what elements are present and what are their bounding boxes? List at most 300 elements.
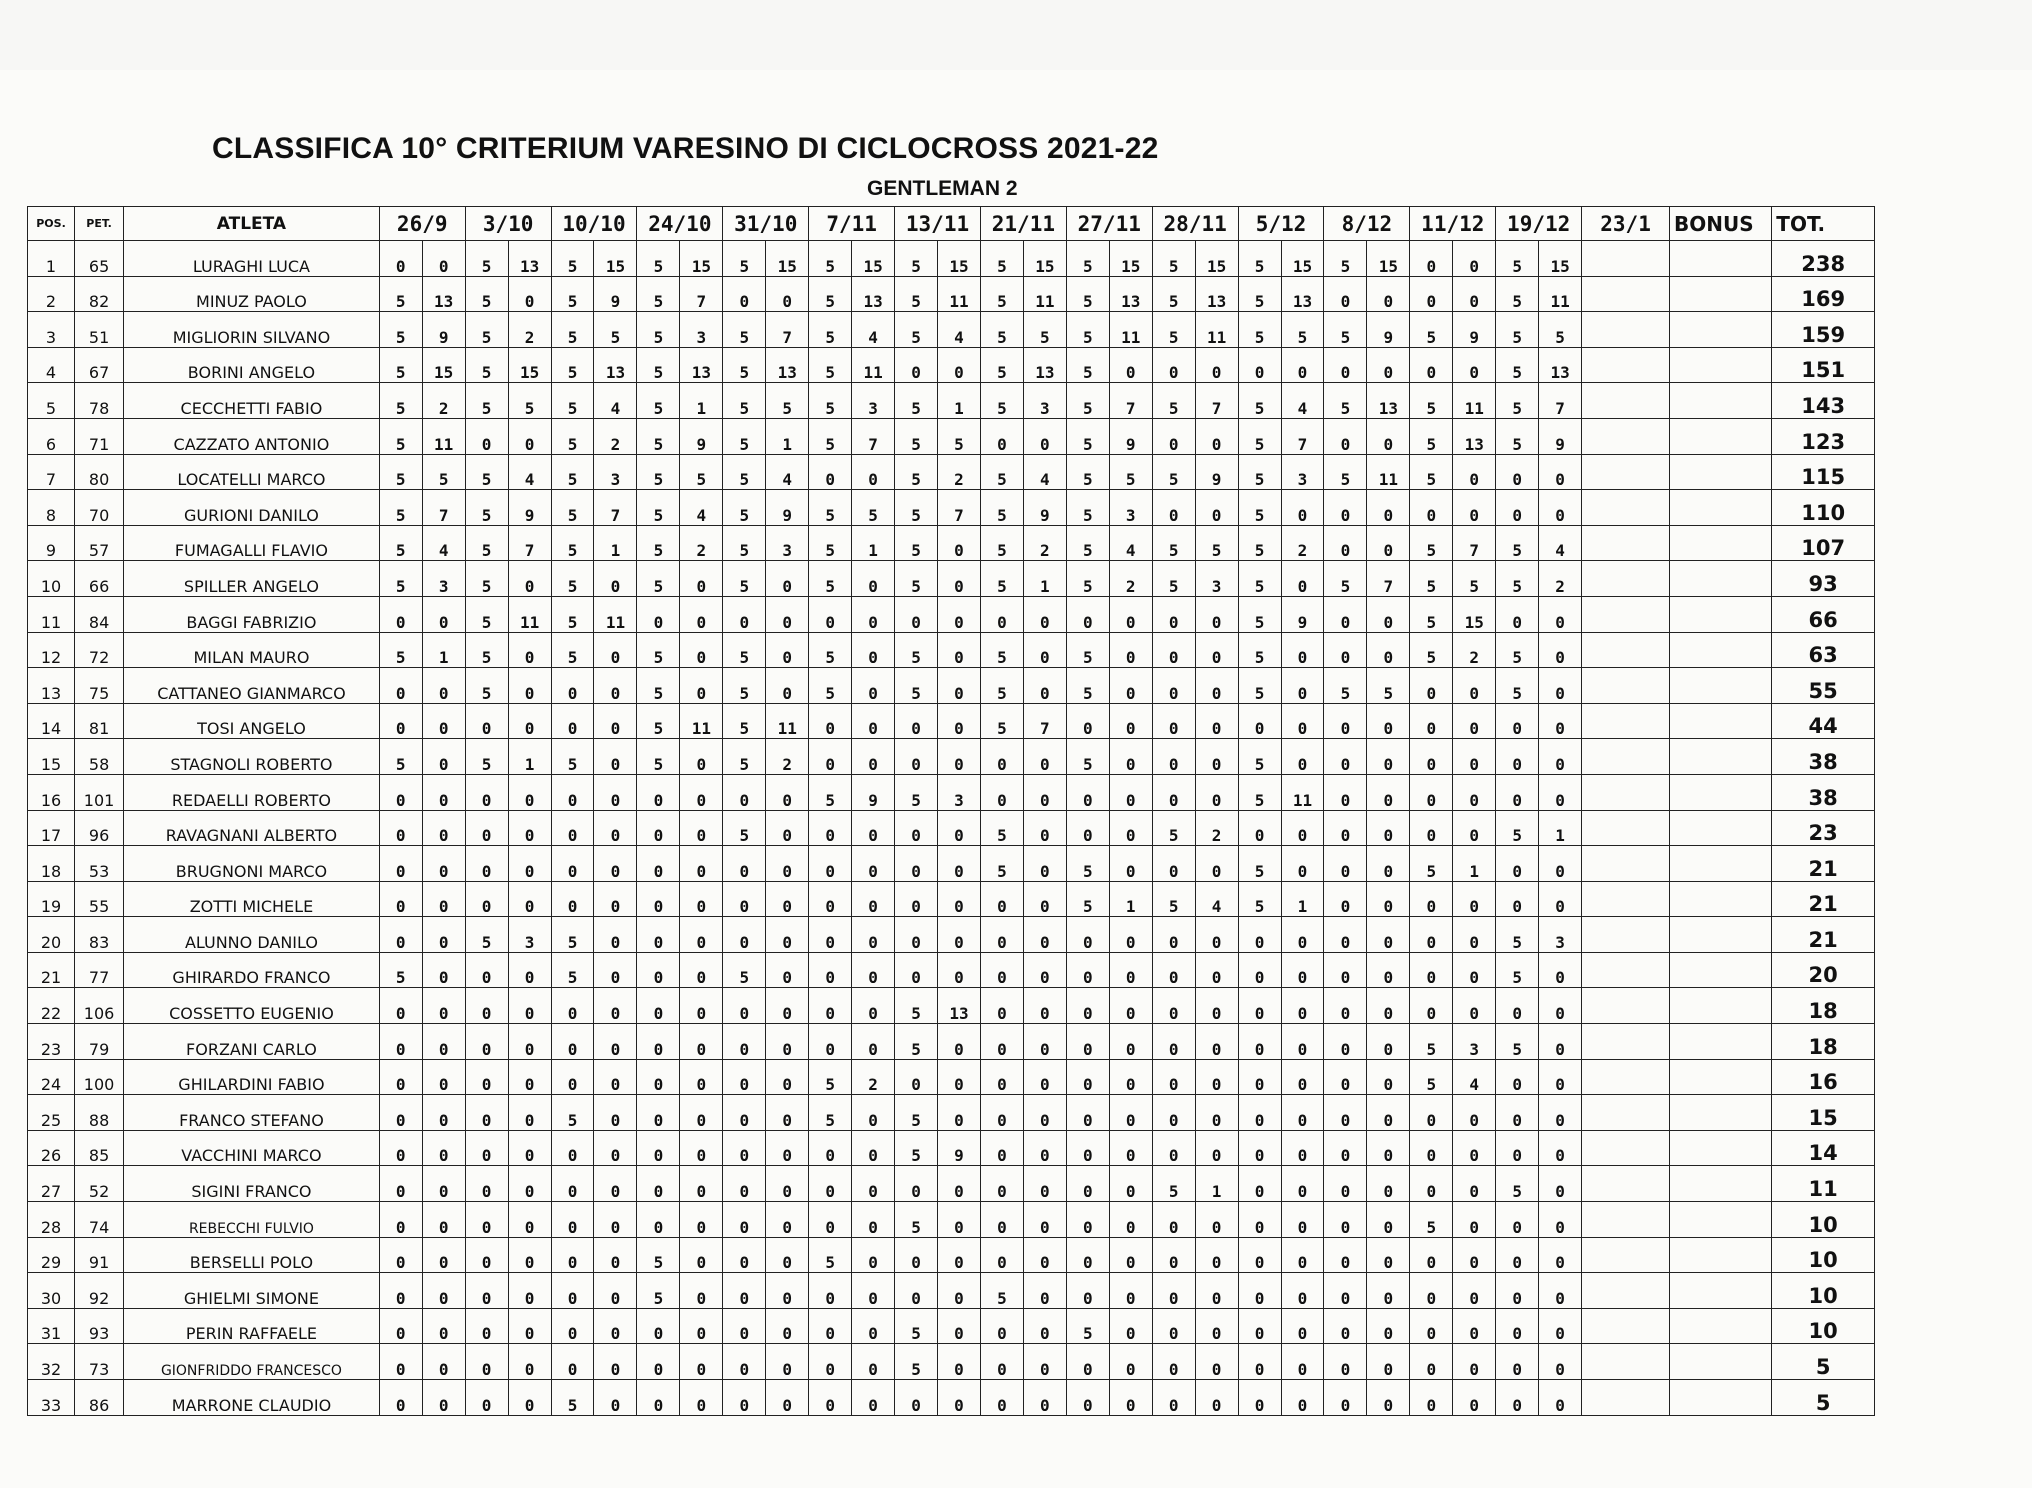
bib-number-cell: 73 <box>75 1344 124 1380</box>
athlete-name-cell: GHIRARDO FRANCO <box>124 952 380 988</box>
placing-points-cell: 0 <box>766 596 809 632</box>
participation-points-cell: 5 <box>465 241 508 277</box>
placing-points-cell: 0 <box>938 1095 981 1131</box>
placing-points-cell: 0 <box>1195 739 1238 775</box>
participation-points-cell: 0 <box>723 1308 766 1344</box>
participation-points-cell: 5 <box>1066 383 1109 419</box>
placing-points-cell: 0 <box>1281 1095 1324 1131</box>
participation-points-cell: 5 <box>723 312 766 348</box>
placing-points-cell: 0 <box>1367 988 1410 1024</box>
participation-points-cell: 0 <box>465 418 508 454</box>
total-points-cell: 14 <box>1772 1130 1875 1166</box>
placing-points-cell: 0 <box>1539 952 1582 988</box>
race-23-1-cell <box>1582 1059 1670 1095</box>
placing-points-cell: 0 <box>422 1130 465 1166</box>
placing-points-cell: 0 <box>938 1202 981 1238</box>
participation-points-cell: 0 <box>1410 1095 1453 1131</box>
placing-points-cell: 0 <box>508 1024 551 1060</box>
placing-points-cell: 0 <box>594 774 637 810</box>
participation-points-cell: 5 <box>379 490 422 526</box>
placing-points-cell: 2 <box>938 454 981 490</box>
placing-points-cell: 0 <box>852 632 895 668</box>
participation-points-cell: 5 <box>1496 347 1539 383</box>
participation-points-cell: 0 <box>551 846 594 882</box>
participation-points-cell: 0 <box>637 596 680 632</box>
placing-points-cell: 0 <box>422 739 465 775</box>
placing-points-cell: 11 <box>1367 454 1410 490</box>
placing-points-cell: 0 <box>1195 1237 1238 1273</box>
participation-points-cell: 0 <box>809 739 852 775</box>
position-cell: 28 <box>28 1202 75 1238</box>
placing-points-cell: 11 <box>852 347 895 383</box>
athlete-name-cell: LURAGHI LUCA <box>124 241 380 277</box>
participation-points-cell: 0 <box>723 1202 766 1238</box>
bonus-cell <box>1670 596 1772 632</box>
race-23-1-cell <box>1582 418 1670 454</box>
participation-points-cell: 0 <box>723 988 766 1024</box>
position-cell: 20 <box>28 917 75 953</box>
table-row <box>28 1273 1875 1309</box>
placing-points-cell: 0 <box>508 1380 551 1416</box>
table-row <box>28 347 1875 383</box>
placing-points-cell: 0 <box>594 988 637 1024</box>
placing-points-cell: 0 <box>508 1166 551 1202</box>
placing-points-cell: 0 <box>1539 632 1582 668</box>
placing-points-cell: 0 <box>1109 347 1152 383</box>
participation-points-cell: 0 <box>379 596 422 632</box>
participation-points-cell: 0 <box>465 810 508 846</box>
placing-points-cell: 0 <box>1281 952 1324 988</box>
participation-points-cell: 0 <box>980 1059 1023 1095</box>
placing-points-cell: 0 <box>1453 739 1496 775</box>
placing-points-cell: 0 <box>1367 1059 1410 1095</box>
participation-points-cell: 0 <box>1238 952 1281 988</box>
placing-points-cell: 0 <box>766 1237 809 1273</box>
participation-points-cell: 0 <box>723 1095 766 1131</box>
participation-points-cell: 5 <box>379 739 422 775</box>
participation-points-cell: 0 <box>1496 596 1539 632</box>
participation-points-cell: 0 <box>980 1308 1023 1344</box>
placing-points-cell: 5 <box>1367 668 1410 704</box>
participation-points-cell: 5 <box>723 668 766 704</box>
participation-points-cell: 0 <box>1324 810 1367 846</box>
participation-points-cell: 0 <box>1152 1059 1195 1095</box>
participation-points-cell: 5 <box>1066 347 1109 383</box>
participation-points-cell: 0 <box>465 1380 508 1416</box>
placing-points-cell: 0 <box>938 952 981 988</box>
participation-points-cell: 5 <box>551 241 594 277</box>
placing-points-cell: 0 <box>1539 1130 1582 1166</box>
participation-points-cell: 0 <box>1066 596 1109 632</box>
placing-points-cell: 11 <box>508 596 551 632</box>
participation-points-cell: 0 <box>1496 1059 1539 1095</box>
total-points-cell: 10 <box>1772 1237 1875 1273</box>
participation-points-cell: 0 <box>465 1024 508 1060</box>
placing-points-cell: 0 <box>1367 952 1410 988</box>
participation-points-cell: 0 <box>1324 596 1367 632</box>
placing-points-cell: 0 <box>1195 952 1238 988</box>
participation-points-cell: 0 <box>465 774 508 810</box>
placing-points-cell: 9 <box>594 276 637 312</box>
participation-points-cell: 5 <box>895 1095 938 1131</box>
placing-points-cell: 7 <box>1539 383 1582 419</box>
placing-points-cell: 15 <box>1281 241 1324 277</box>
bonus-cell <box>1670 1380 1772 1416</box>
placing-points-cell: 4 <box>422 525 465 561</box>
participation-points-cell: 0 <box>1238 1059 1281 1095</box>
placing-points-cell: 9 <box>680 418 723 454</box>
position-cell: 21 <box>28 952 75 988</box>
participation-points-cell: 5 <box>809 383 852 419</box>
total-points-cell: 38 <box>1772 739 1875 775</box>
participation-points-cell: 0 <box>1066 703 1109 739</box>
participation-points-cell: 5 <box>379 454 422 490</box>
placing-points-cell: 0 <box>680 810 723 846</box>
placing-points-cell: 0 <box>1281 1059 1324 1095</box>
participation-points-cell: 0 <box>1410 952 1453 988</box>
placing-points-cell: 0 <box>1367 418 1410 454</box>
participation-points-cell: 0 <box>379 1237 422 1273</box>
placing-points-cell: 0 <box>766 952 809 988</box>
placing-points-cell: 0 <box>1367 881 1410 917</box>
placing-points-cell: 13 <box>680 347 723 383</box>
bib-number-cell: 84 <box>75 596 124 632</box>
participation-points-cell: 0 <box>895 1237 938 1273</box>
participation-points-cell: 5 <box>723 383 766 419</box>
table-row <box>28 1095 1875 1131</box>
participation-points-cell: 5 <box>723 632 766 668</box>
participation-points-cell: 5 <box>980 632 1023 668</box>
bib-number-cell: 67 <box>75 347 124 383</box>
participation-points-cell: 0 <box>723 881 766 917</box>
placing-points-cell: 0 <box>1367 846 1410 882</box>
participation-points-cell: 5 <box>1238 276 1281 312</box>
placing-points-cell: 0 <box>508 846 551 882</box>
placing-points-cell: 0 <box>852 810 895 846</box>
placing-points-cell: 0 <box>680 632 723 668</box>
header-date: 31/10 <box>723 207 809 241</box>
participation-points-cell: 5 <box>895 276 938 312</box>
bonus-cell <box>1670 632 1772 668</box>
participation-points-cell: 0 <box>723 1130 766 1166</box>
bonus-cell <box>1670 525 1772 561</box>
table-row <box>28 846 1875 882</box>
participation-points-cell: 5 <box>465 632 508 668</box>
placing-points-cell: 0 <box>680 668 723 704</box>
placing-points-cell: 0 <box>508 418 551 454</box>
participation-points-cell: 0 <box>1410 739 1453 775</box>
placing-points-cell: 0 <box>1023 774 1066 810</box>
participation-points-cell: 0 <box>895 1273 938 1309</box>
placing-points-cell: 0 <box>1453 952 1496 988</box>
placing-points-cell: 0 <box>422 596 465 632</box>
placing-points-cell: 0 <box>852 1202 895 1238</box>
participation-points-cell: 5 <box>1324 454 1367 490</box>
placing-points-cell: 0 <box>1367 1273 1410 1309</box>
participation-points-cell: 0 <box>1324 774 1367 810</box>
bib-number-cell: 88 <box>75 1095 124 1131</box>
participation-points-cell: 0 <box>980 1202 1023 1238</box>
position-cell: 10 <box>28 561 75 597</box>
bib-number-cell: 75 <box>75 668 124 704</box>
participation-points-cell: 0 <box>1152 703 1195 739</box>
placing-points-cell: 0 <box>1109 596 1152 632</box>
total-points-cell: 143 <box>1772 383 1875 419</box>
participation-points-cell: 5 <box>895 561 938 597</box>
table-row <box>28 1202 1875 1238</box>
bonus-cell <box>1670 1273 1772 1309</box>
participation-points-cell: 5 <box>465 347 508 383</box>
placing-points-cell: 0 <box>1195 1130 1238 1166</box>
participation-points-cell: 5 <box>1410 632 1453 668</box>
participation-points-cell: 5 <box>551 739 594 775</box>
position-cell: 4 <box>28 347 75 383</box>
placing-points-cell: 0 <box>1195 596 1238 632</box>
race-23-1-cell <box>1582 739 1670 775</box>
participation-points-cell: 5 <box>1410 418 1453 454</box>
participation-points-cell: 5 <box>1410 561 1453 597</box>
placing-points-cell: 0 <box>1023 1237 1066 1273</box>
position-cell: 18 <box>28 846 75 882</box>
participation-points-cell: 5 <box>723 952 766 988</box>
placing-points-cell: 0 <box>938 668 981 704</box>
placing-points-cell: 0 <box>1367 1202 1410 1238</box>
race-23-1-cell <box>1582 703 1670 739</box>
placing-points-cell: 0 <box>1367 525 1410 561</box>
table-row <box>28 1237 1875 1273</box>
header-date: 7/11 <box>809 207 895 241</box>
placing-points-cell: 5 <box>594 312 637 348</box>
participation-points-cell: 5 <box>1410 1024 1453 1060</box>
participation-points-cell: 0 <box>1324 1024 1367 1060</box>
placing-points-cell: 5 <box>422 454 465 490</box>
participation-points-cell: 5 <box>895 1024 938 1060</box>
placing-points-cell: 0 <box>1539 1344 1582 1380</box>
placing-points-cell: 0 <box>1109 1166 1152 1202</box>
total-points-cell: 18 <box>1772 988 1875 1024</box>
placing-points-cell: 0 <box>1367 1237 1410 1273</box>
bonus-cell <box>1670 1024 1772 1060</box>
race-23-1-cell <box>1582 881 1670 917</box>
participation-points-cell: 0 <box>809 1024 852 1060</box>
table-row <box>28 596 1875 632</box>
participation-points-cell: 0 <box>1152 739 1195 775</box>
placing-points-cell: 0 <box>852 846 895 882</box>
participation-points-cell: 5 <box>895 525 938 561</box>
placing-points-cell: 15 <box>1453 596 1496 632</box>
bonus-cell <box>1670 383 1772 419</box>
participation-points-cell: 5 <box>723 241 766 277</box>
placing-points-cell: 2 <box>1539 561 1582 597</box>
participation-points-cell: 0 <box>379 1024 422 1060</box>
placing-points-cell: 0 <box>852 1166 895 1202</box>
placing-points-cell: 0 <box>594 952 637 988</box>
athlete-name-cell: CECCHETTI FABIO <box>124 383 380 419</box>
athlete-name-cell: SPILLER ANGELO <box>124 561 380 597</box>
participation-points-cell: 0 <box>1324 1130 1367 1166</box>
participation-points-cell: 0 <box>1238 1095 1281 1131</box>
placing-points-cell: 0 <box>852 1273 895 1309</box>
placing-points-cell: 0 <box>1367 490 1410 526</box>
participation-points-cell: 0 <box>1238 917 1281 953</box>
placing-points-cell: 0 <box>1367 703 1410 739</box>
placing-points-cell: 0 <box>852 1308 895 1344</box>
participation-points-cell: 0 <box>1152 490 1195 526</box>
participation-points-cell: 0 <box>980 1130 1023 1166</box>
participation-points-cell: 0 <box>895 846 938 882</box>
placing-points-cell: 0 <box>1109 952 1152 988</box>
page-subtitle: GENTLEMAN 2 <box>867 177 1018 200</box>
placing-points-cell: 0 <box>1453 1202 1496 1238</box>
bonus-cell <box>1670 312 1772 348</box>
participation-points-cell: 0 <box>551 988 594 1024</box>
participation-points-cell: 0 <box>895 703 938 739</box>
placing-points-cell: 7 <box>1195 383 1238 419</box>
participation-points-cell: 0 <box>1152 596 1195 632</box>
total-points-cell: 16 <box>1772 1059 1875 1095</box>
placing-points-cell: 3 <box>1195 561 1238 597</box>
participation-points-cell: 0 <box>723 1166 766 1202</box>
race-23-1-cell <box>1582 241 1670 277</box>
position-cell: 12 <box>28 632 75 668</box>
bib-number-cell: 100 <box>75 1059 124 1095</box>
placing-points-cell: 0 <box>594 739 637 775</box>
placing-points-cell: 5 <box>1539 312 1582 348</box>
participation-points-cell: 5 <box>980 810 1023 846</box>
participation-points-cell: 0 <box>723 1237 766 1273</box>
participation-points-cell: 5 <box>1066 846 1109 882</box>
participation-points-cell: 0 <box>637 1344 680 1380</box>
placing-points-cell: 15 <box>766 241 809 277</box>
participation-points-cell: 5 <box>379 312 422 348</box>
placing-points-cell: 0 <box>1367 1130 1410 1166</box>
participation-points-cell: 0 <box>465 1273 508 1309</box>
placing-points-cell: 1 <box>680 383 723 419</box>
bib-number-cell: 77 <box>75 952 124 988</box>
participation-points-cell: 5 <box>1496 810 1539 846</box>
participation-points-cell: 0 <box>1496 1095 1539 1131</box>
participation-points-cell: 0 <box>551 1166 594 1202</box>
placing-points-cell: 0 <box>1539 1202 1582 1238</box>
participation-points-cell: 0 <box>895 917 938 953</box>
participation-points-cell: 0 <box>1066 1059 1109 1095</box>
placing-points-cell: 0 <box>1453 490 1496 526</box>
header-date: 21/11 <box>980 207 1066 241</box>
participation-points-cell: 0 <box>980 596 1023 632</box>
participation-points-cell: 0 <box>379 846 422 882</box>
participation-points-cell: 0 <box>551 1024 594 1060</box>
placing-points-cell: 13 <box>1281 276 1324 312</box>
bonus-cell <box>1670 1237 1772 1273</box>
placing-points-cell: 0 <box>1281 1344 1324 1380</box>
table-row <box>28 1308 1875 1344</box>
placing-points-cell: 0 <box>1109 1308 1152 1344</box>
placing-points-cell: 11 <box>1281 774 1324 810</box>
placing-points-cell: 7 <box>1109 383 1152 419</box>
athlete-name-cell: BERSELLI POLO <box>124 1237 380 1273</box>
total-points-cell: 93 <box>1772 561 1875 597</box>
bonus-cell <box>1670 1308 1772 1344</box>
placing-points-cell: 4 <box>852 312 895 348</box>
athlete-name-cell: ZOTTI MICHELE <box>124 881 380 917</box>
participation-points-cell: 0 <box>980 1237 1023 1273</box>
position-cell: 19 <box>28 881 75 917</box>
total-points-cell: 11 <box>1772 1166 1875 1202</box>
placing-points-cell: 0 <box>1539 1024 1582 1060</box>
placing-points-cell: 0 <box>938 1380 981 1416</box>
placing-points-cell: 0 <box>680 1095 723 1131</box>
participation-points-cell: 5 <box>1324 241 1367 277</box>
position-cell: 23 <box>28 1024 75 1060</box>
placing-points-cell: 1 <box>1023 561 1066 597</box>
placing-points-cell: 0 <box>680 1166 723 1202</box>
participation-points-cell: 5 <box>465 525 508 561</box>
placing-points-cell: 5 <box>1453 561 1496 597</box>
placing-points-cell: 0 <box>1109 1130 1152 1166</box>
placing-points-cell: 0 <box>938 846 981 882</box>
participation-points-cell: 0 <box>723 917 766 953</box>
placing-points-cell: 0 <box>1023 1380 1066 1416</box>
participation-points-cell: 5 <box>1496 632 1539 668</box>
placing-points-cell: 9 <box>1281 596 1324 632</box>
participation-points-cell: 0 <box>1238 1024 1281 1060</box>
participation-points-cell: 0 <box>895 881 938 917</box>
participation-points-cell: 0 <box>379 1380 422 1416</box>
placing-points-cell: 0 <box>594 1308 637 1344</box>
placing-points-cell: 0 <box>1539 703 1582 739</box>
participation-points-cell: 0 <box>1324 988 1367 1024</box>
participation-points-cell: 0 <box>1066 1273 1109 1309</box>
participation-points-cell: 0 <box>465 881 508 917</box>
placing-points-cell: 0 <box>1281 703 1324 739</box>
participation-points-cell: 0 <box>1152 1380 1195 1416</box>
placing-points-cell: 2 <box>1109 561 1152 597</box>
participation-points-cell: 5 <box>809 490 852 526</box>
participation-points-cell: 5 <box>465 312 508 348</box>
participation-points-cell: 0 <box>1324 1344 1367 1380</box>
position-cell: 15 <box>28 739 75 775</box>
participation-points-cell: 0 <box>465 703 508 739</box>
placing-points-cell: 0 <box>1539 881 1582 917</box>
placing-points-cell: 0 <box>1281 347 1324 383</box>
placing-points-cell: 1 <box>1109 881 1152 917</box>
participation-points-cell: 0 <box>1066 1130 1109 1166</box>
race-23-1-cell <box>1582 1308 1670 1344</box>
placing-points-cell: 0 <box>852 1344 895 1380</box>
placing-points-cell: 7 <box>1453 525 1496 561</box>
placing-points-cell: 0 <box>680 988 723 1024</box>
placing-points-cell: 0 <box>1539 774 1582 810</box>
placing-points-cell: 7 <box>594 490 637 526</box>
participation-points-cell: 5 <box>637 490 680 526</box>
header-date: 27/11 <box>1066 207 1152 241</box>
placing-points-cell: 0 <box>1453 1130 1496 1166</box>
table-row <box>28 1166 1875 1202</box>
participation-points-cell: 0 <box>465 1237 508 1273</box>
participation-points-cell: 5 <box>809 312 852 348</box>
participation-points-cell: 5 <box>895 632 938 668</box>
participation-points-cell: 0 <box>1324 632 1367 668</box>
athlete-name-cell: PERIN RAFFAELE <box>124 1308 380 1344</box>
placing-points-cell: 11 <box>1453 383 1496 419</box>
participation-points-cell: 5 <box>723 347 766 383</box>
placing-points-cell: 0 <box>422 1344 465 1380</box>
placing-points-cell: 0 <box>1453 703 1496 739</box>
participation-points-cell: 0 <box>379 668 422 704</box>
placing-points-cell: 0 <box>594 1024 637 1060</box>
participation-points-cell: 5 <box>1066 418 1109 454</box>
placing-points-cell: 5 <box>852 490 895 526</box>
